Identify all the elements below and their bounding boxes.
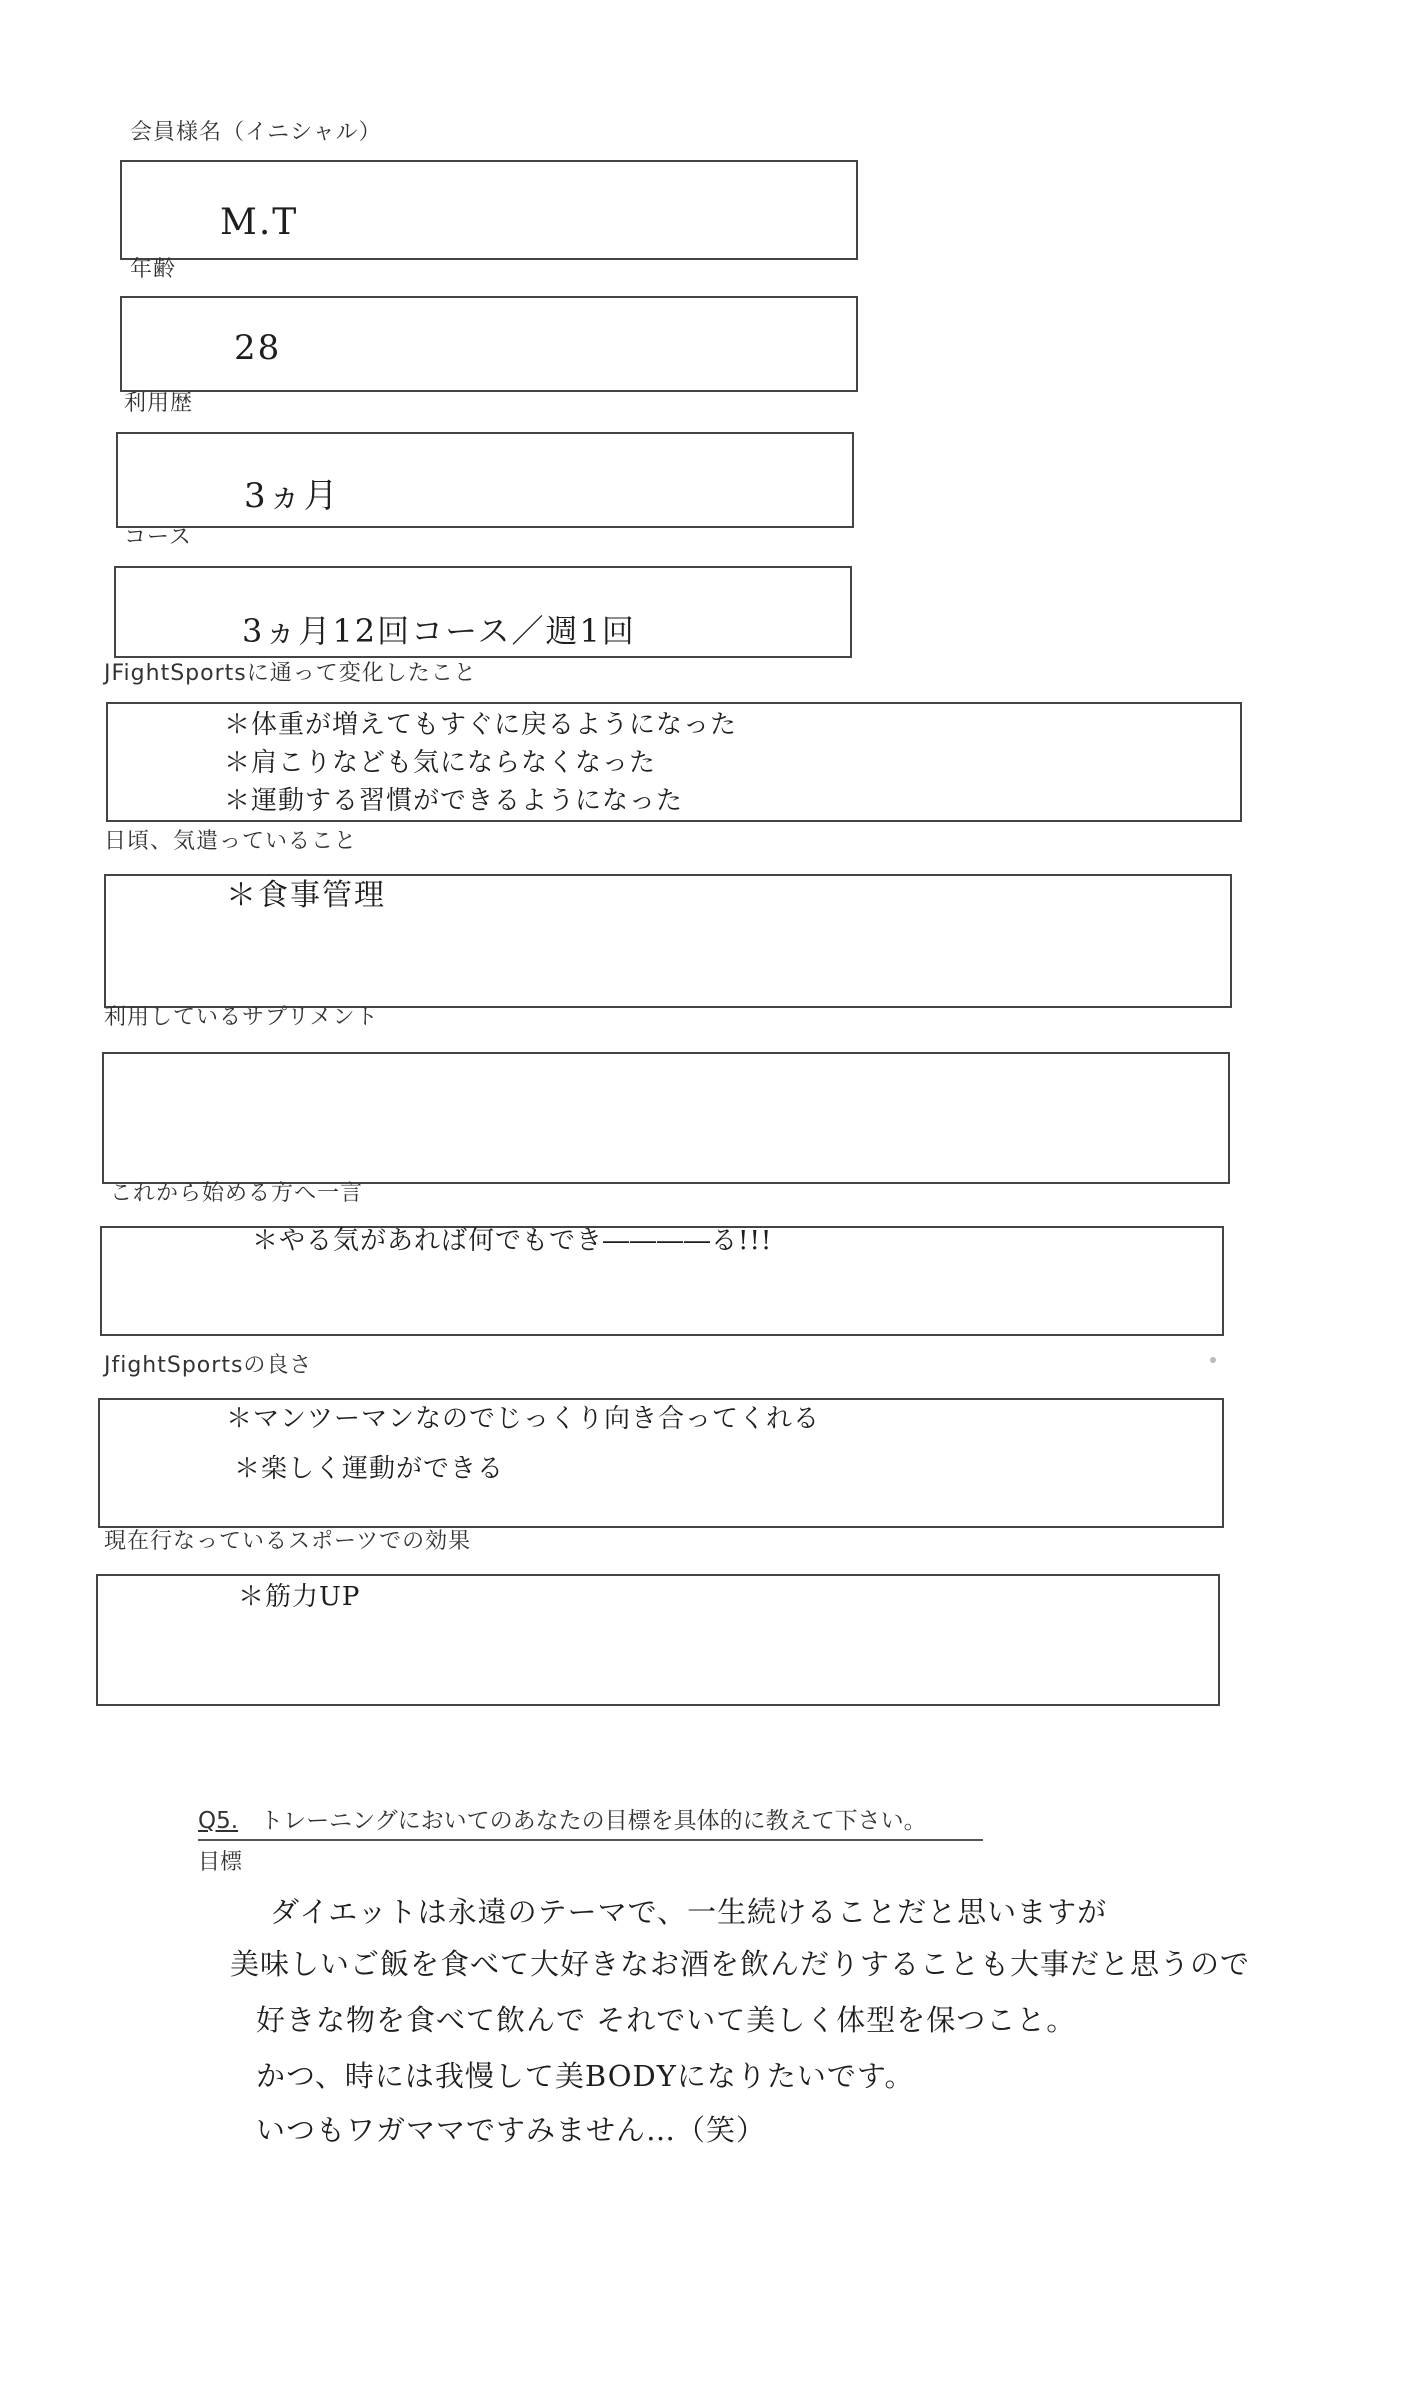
goal-answer-line-5: いつもワガママですみません…（笑）: [256, 2113, 767, 2147]
field-label-course: コース: [124, 525, 192, 550]
field-value-good-points-line-1: ＊マンツーマンなのでじっくり向き合ってくれる: [226, 1404, 821, 1434]
field-label-effects: 現在行なっているスポーツでの効果: [104, 1529, 472, 1554]
field-value-good-points-line-2: ＊楽しく運動ができる: [234, 1454, 505, 1484]
field-value-course: 3ヵ月12回コース／週1回: [242, 612, 636, 650]
field-box-good-points[interactable]: [98, 1398, 1224, 1528]
field-box-age[interactable]: [120, 296, 858, 392]
q5-question-text: トレーニングにおいてのあなたの目標を具体的に教えて下さい。: [260, 1808, 927, 1834]
goal-answer-line-4: かつ、時には我慢して美BODYになりたいです。: [256, 2059, 915, 2093]
field-label-changes: JFightSportsに通って変化したこと: [104, 661, 477, 686]
field-value-usage-history: 3ヵ月: [244, 476, 340, 516]
field-value-effects: ＊筋力UP: [238, 1582, 361, 1612]
field-box-changes[interactable]: [106, 702, 1242, 822]
field-value-changes-line-3: ＊運動する習慣ができるようになった: [224, 786, 684, 816]
field-label-member-name: 会員様名（イニシャル）: [130, 120, 382, 145]
field-box-supplements[interactable]: [102, 1052, 1230, 1184]
field-box-usage-history[interactable]: [116, 432, 854, 528]
field-value-changes-line-1: ＊体重が増えてもすぐに戻るようになった: [224, 710, 738, 740]
field-value-age: 28: [234, 328, 282, 368]
field-label-message: これから始める方へ一言: [110, 1181, 364, 1206]
scan-speck: [1210, 1357, 1216, 1363]
field-value-message: ＊やる気があれば何でもでき――――る!!!: [252, 1226, 773, 1256]
goal-answer-line-2: 美味しいご飯を食べて大好きなお酒を飲んだりすることも大事だと思うので: [230, 1947, 1251, 1981]
field-label-usage-history: 利用歴: [124, 391, 194, 416]
field-box-member-name[interactable]: [120, 160, 858, 260]
field-box-daily-care[interactable]: [104, 874, 1232, 1008]
goal-answer-line-1: ダイエットは永遠のテーマで、一生続けることだと思いますが: [270, 1895, 1108, 1929]
goal-label: 目標: [198, 1850, 243, 1875]
field-value-daily-care: ＊食事管理: [226, 878, 386, 913]
field-value-changes-line-2: ＊肩こりなども気にならなくなった: [224, 748, 657, 778]
field-label-age: 年齢: [130, 257, 177, 282]
q5-number: Q5.: [198, 1808, 239, 1834]
field-label-supplements: 利用しているサプリメント: [104, 1005, 379, 1030]
field-label-good-points: JfightSportsの良さ: [104, 1353, 313, 1378]
q5-question: [198, 1802, 983, 1841]
field-box-course[interactable]: [114, 566, 852, 658]
field-box-effects[interactable]: [96, 1574, 1220, 1706]
field-value-member-name: M.T: [220, 202, 299, 243]
goal-answer-line-3: 好きな物を食べて飲んで それでいて美しく体型を保つこと。: [256, 2003, 1077, 2037]
field-label-daily-care: 日頃、気遣っていること: [104, 829, 358, 854]
field-box-message[interactable]: [100, 1226, 1224, 1336]
